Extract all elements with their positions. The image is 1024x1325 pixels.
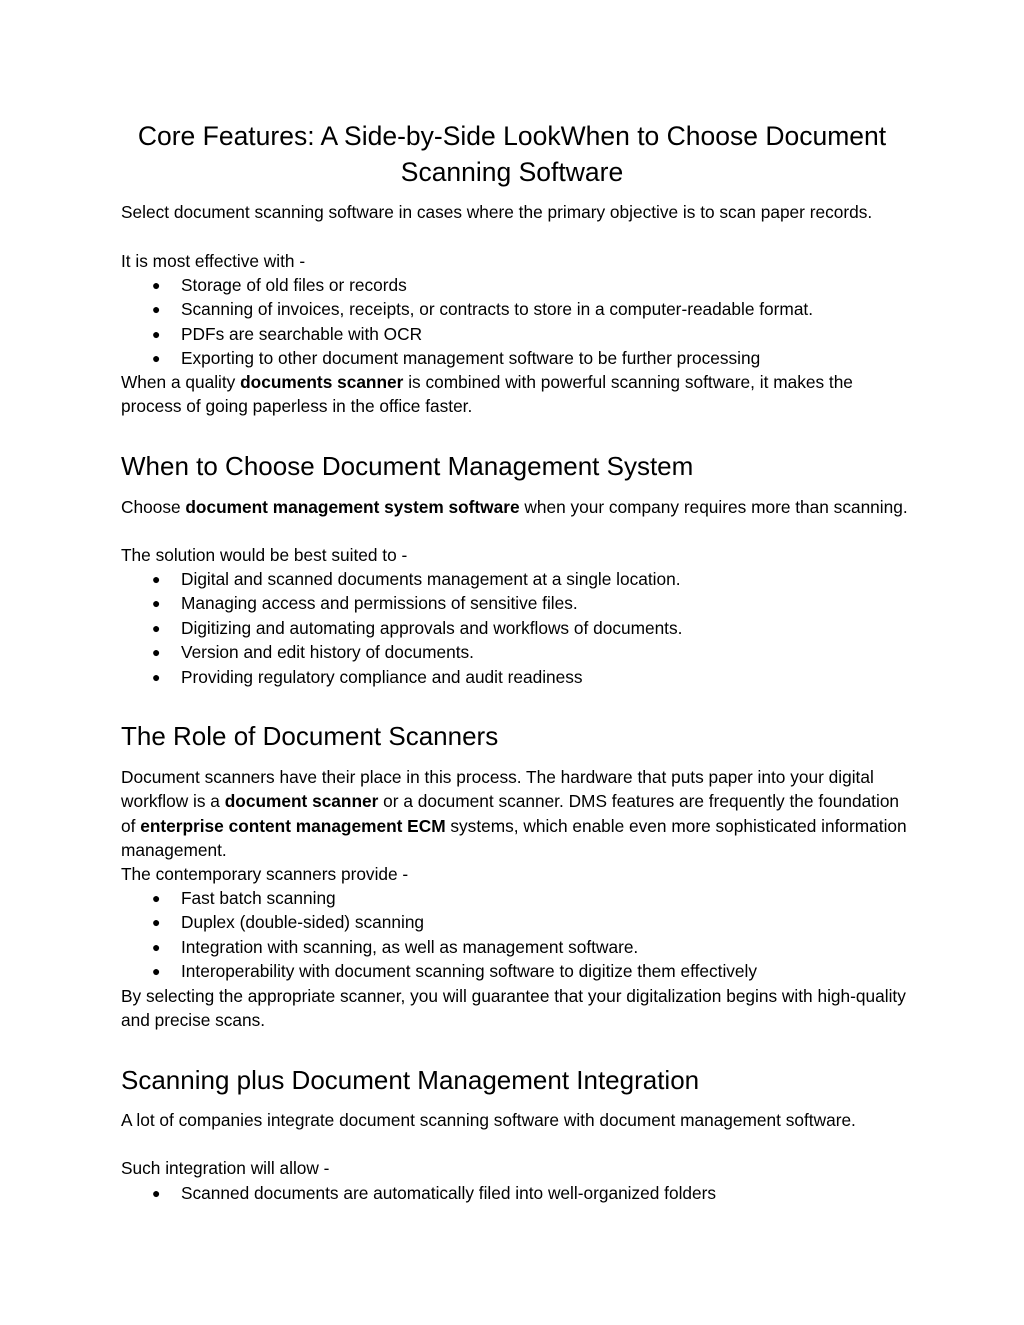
bullet-icon: ● <box>152 325 161 342</box>
list-item: ● Digitizing and automating approvals and workflows of documents. <box>121 616 682 640</box>
s2-intro-paragraph: Choose document management system software when your company requires more than scanning. <box>121 497 908 517</box>
bold-term: documents scanner <box>240 372 404 392</box>
bullet-icon: ● <box>152 890 161 906</box>
list-item: ● Version and edit history of documents. <box>121 640 682 664</box>
bullet-icon: ● <box>152 914 161 931</box>
list-item: ● Interoperability with document scanning software to digitize them effectively <box>121 959 757 983</box>
list-item: ● Scanning of invoices, receipts, or contracts to store in a computer-readable format. <box>121 297 813 321</box>
list-item: ● Exporting to other document management software to be further processing <box>121 346 813 370</box>
list-item: ● PDFs are searchable with OCR <box>121 322 813 346</box>
list-item: ● Managing access and permissions of sensitive files. <box>121 591 682 615</box>
s2-list-lead: The solution would be best suited to - <box>121 545 408 565</box>
bullet-icon: ● <box>152 963 161 980</box>
bullet-icon: ● <box>152 571 161 587</box>
section-heading: The Role of Document Scanners <box>121 721 499 751</box>
list-item: ● Digital and scanned documents management at a single location. <box>121 567 682 591</box>
page-title: Core Features: A Side-by-Side LookWhen to Choose Document Scanning Software <box>137 121 887 187</box>
s4-intro-paragraph: A lot of companies integrate document scanning software with document management software. <box>121 1110 856 1130</box>
s3-bullet-list <box>121 886 757 984</box>
bullet-icon: ● <box>152 301 161 318</box>
list-item: ● Storage of old files or records <box>121 273 813 297</box>
bullet-icon: ● <box>152 277 161 293</box>
bullet-icon: ● <box>152 595 161 612</box>
list-item: ● Fast batch scanning <box>121 886 757 910</box>
s3-list-lead: The contemporary scanners provide - <box>121 864 409 884</box>
bold-term: enterprise content management ECM <box>140 815 446 836</box>
s1-bullet-list <box>121 273 813 371</box>
list-item: ● Duplex (double-sided) scanning <box>121 910 757 934</box>
bullet-icon: ● <box>152 1185 161 1201</box>
s3-closing-paragraph: By selecting the appropriate scanner, you will guarantee that your digitalization begins with high-quality and precise scans. <box>121 986 906 1031</box>
list-item: ● Scanned documents are automatically filed into well-organized folders <box>121 1181 716 1205</box>
section-heading: Scanning plus Document Management Integration <box>121 1065 700 1095</box>
bullet-icon: ● <box>152 350 161 367</box>
s2-bullet-list <box>121 567 682 689</box>
s1-list-lead: It is most effective with - <box>121 251 306 271</box>
bullet-icon: ● <box>152 619 161 636</box>
s1-intro-paragraph: Select document scanning software in cases where the primary objective is to scan paper records. <box>121 202 873 222</box>
section-heading: When to Choose Document Management System <box>121 451 694 481</box>
s4-list-lead: Such integration will allow - <box>121 1158 330 1178</box>
bullet-icon: ● <box>152 644 161 661</box>
bullet-icon: ● <box>152 938 161 955</box>
s3-intro-paragraph: Document scanners have their place in this process. The hardware that puts paper into your digital workflow is a document scanner or a document scanner. DMS features are frequently the foundation of enterprise content management ECM systems, which enable even more sophisticated information management. <box>121 767 907 861</box>
bold-term: document management system software <box>185 497 520 517</box>
bold-term: document scanner <box>224 791 379 812</box>
bullet-icon: ● <box>152 668 161 685</box>
s4-bullet-list <box>121 1181 716 1205</box>
s1-closing-paragraph: When a quality documents scanner is combined with powerful scanning software, it makes the process of going paperless in the office faster. <box>121 372 853 417</box>
list-item: ● Integration with scanning, as well as management software. <box>121 935 757 959</box>
list-item: ● Providing regulatory compliance and audit readiness <box>121 665 682 689</box>
